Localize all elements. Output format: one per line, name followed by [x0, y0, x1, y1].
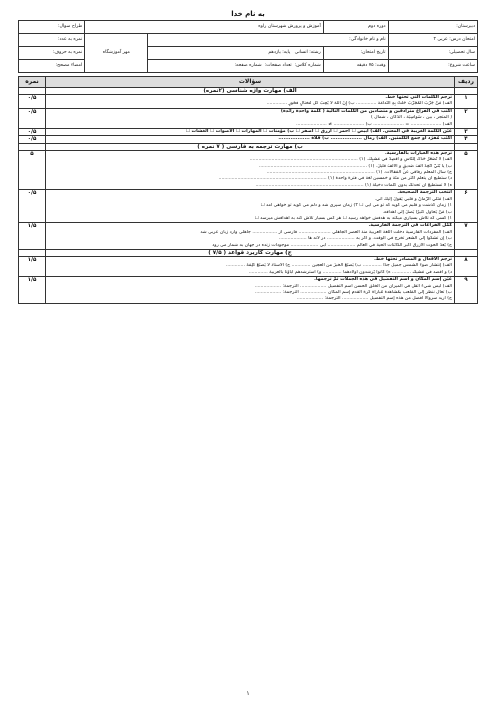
question-line: ب) إن تشكوا إلى الشعر تخرج في الوقت. و اگر به ................... در لانه ها ................... [278, 236, 452, 242]
question-row [19, 129, 478, 136]
class-pages: شماره کلاس: تعداد صفحات: شماره صفحه: [148, 60, 323, 73]
question-line: ج) أريد سروالا أفضل من هذه إسم التفضيل .................. الترجمة: .................. [296, 296, 452, 302]
question-line: ب) يا بُنَيَّ اتَّخِذْ ألفَ صَديقٍ و الأَلفُ قَليلٌ. (۱) .......................................................................... [258, 163, 452, 169]
question-body [46, 129, 455, 136]
question-number: ۱ [455, 95, 478, 109]
question-line: الف) المفردات الفارسية دخلت اللغة العربية منذ العصر الجاهلي ...................... فارسی از ................. جاهلی وارد زبان عربی شد [200, 229, 452, 235]
question-line: الف) لا تُصَعِّرْ خَدَّكَ لِلنّاسِ و اقصِدْ في مَشيِكَ. (۱) .......................................................................... [249, 157, 452, 163]
section-c: ج) مهارت کاربرد قواعد ( ۷/۵ ) [46, 249, 455, 256]
question-number: ۳ [455, 129, 478, 136]
question-score: ۵ [19, 150, 46, 189]
question-body [46, 95, 455, 109]
question-score: ۰/۵ [19, 108, 46, 128]
major: رشته: انسانی پایه: یازدهم [148, 47, 323, 60]
question-line: الف) مَثَلي الرّمانُ و قلبي يَقولُ إليكَ أتي. [374, 196, 452, 202]
question-line: الف) ..................... = ..................... ب) ..................... ≠ ..................... [296, 121, 452, 127]
score-text: نمره به حروف: [19, 47, 85, 60]
bismillah: به نام خدا [231, 10, 265, 18]
question-line: ج) يُعدّ الحوت الأزرق أكبر الكائنات الحية في العالم ................... آبی ................... موجودات زنده در جهان به شمار می رود [212, 242, 452, 248]
section-b: ب) مهارت ترجمه به فارسی ( ۷ نمره ) [46, 143, 455, 150]
school-stamp: مهر آموزشگاه [85, 34, 148, 73]
exam-header-table [18, 20, 478, 73]
question-score: ۱/۵ [19, 256, 46, 276]
exam-date: تاریخ امتحان: [323, 47, 388, 60]
question-score: ۰/۵ [19, 95, 46, 109]
exam-subject: امتحان درس: عربی ۲ [388, 34, 477, 47]
exam-page [18, 8, 478, 304]
question-score: ۰/۵ [19, 136, 46, 143]
question-score: ۱/۵ [19, 223, 46, 250]
score-number: نمره به عدد: [19, 34, 85, 47]
question-score: ۱/۵ [19, 277, 46, 304]
question-line: ۱) کسی که تلاش بسیاری میکند به هدفش خواهد رسید ☐ هر کس بسیار تلاش کند به اهدافش میرسد ☐ [254, 215, 452, 221]
question-body [46, 150, 455, 189]
question-prompt: انتخب الترجمة الصحيحة. [397, 190, 452, 196]
question-number: ۷ [455, 223, 478, 250]
question-number: ۹ [455, 277, 478, 304]
question-body [46, 136, 455, 143]
question-line: ج) سأل المعلّم رفاقي عن المَقالات. (۱) .......................................................................... [266, 170, 452, 176]
question-row [19, 277, 478, 304]
question-line: د) ستطيع أن يتعلّم أكثر من مئة و خمسين لغة في فترة واحدة (۱) .......................................................................... [218, 176, 452, 182]
question-number: ۲ [455, 108, 478, 128]
question-row [19, 150, 478, 189]
page-no: شماره صفحه: [234, 63, 262, 68]
question-prompt: أكتب في الفراغ مترادفين و متضادين من الكلمات التالية ( كلمة واحدة زائدة) [280, 108, 452, 114]
question-prompt: عيّن الكلمة الغريبة في المعنى. الف) أبيض ☐ أحمر ☐ أزرق ☐ أصفر ☐ ب) مؤمنات ☐ المهارات ☐ الأصوات ☐ الغشّات ☐ [185, 129, 452, 135]
question-number: ۶ [455, 190, 478, 223]
page-number: ۱ [246, 690, 250, 697]
question-row [19, 136, 478, 143]
question-score: ۰/۵ [19, 129, 46, 136]
designer: طراح سوال: [19, 21, 85, 34]
col-row: ردیف [455, 77, 478, 88]
question-line: الف) مَنْ جَرَّبَ المُجَرَّبَ حَلَّتْ بِهِ النَّدامَة .............. ب) إِنَّ اللهَ لا يُحِبُّ كُلَّ مُختالٍ فَخُورٍ .............. [266, 101, 452, 107]
question-line: د) و اقصد في مَشيك ............. ه) كانوا يُرشدون أولادهما ............. و) استرشدهم آباؤنا بالعربية ............. [248, 269, 452, 275]
dept: آموزش و پرورش شهرستان راوه [85, 21, 323, 34]
questions-table [18, 76, 478, 304]
question-row [19, 223, 478, 250]
question-body [46, 277, 455, 304]
question-row [19, 190, 478, 223]
question-line: ۱) زمان گذشت و قلبم می گوید که تو می آیی ☐ ۲) زمان سپری شد و دلم می گوید تو خواهی آمد ☐ [260, 203, 452, 209]
section-a: الف) مهارت واژه شناسی (۲نمره) [46, 88, 455, 95]
question-prompt: عيّن إسم المكان و اسم التفضيل في هذه الجملات ثمّ ترجمها. [314, 277, 452, 283]
grade: پایه: یازدهم [268, 50, 291, 55]
academic-year: سال تحصیلی: [388, 47, 477, 60]
question-line: ه) لا تستطيعُ أن تحدثك بدون كلمات دخيلة (۱) .......................................................................... [255, 182, 452, 188]
question-prompt: ترجم الأفعال و المصادر تحتها خط. [374, 256, 452, 262]
start-time: ساعت شروع: [388, 60, 477, 73]
col-questions: سؤالات [46, 77, 455, 88]
student-name: نام و نام خانوادگی: [148, 34, 388, 47]
question-body [46, 223, 455, 250]
question-line: ب) مَنْ يَحاول كثيرًا يَصلُ إلى أهدافه. [382, 209, 452, 215]
col-score: نمره [19, 77, 46, 88]
question-line: ب) تعال ننظر إلى المَلعب بمُشاهدة مُباراة كرة القدم إسم المكان .................. الترجمة: .................. [254, 289, 452, 295]
duration: وقت: ۷۵ دقیقه [323, 60, 388, 73]
question-body [46, 190, 455, 223]
question-row [19, 108, 478, 128]
question-prompt: ترجم هذه العبارات بالفارسية. [385, 150, 452, 156]
question-row [19, 95, 478, 109]
question-prompt: ترجم الكلمات التي تحتها خط. [385, 95, 452, 100]
question-line: الف) إنتشار ضوء الشمس جميل جدًّا ............. ب) يَصنَعُ الخبزَ من العجين ............. ج) الأستاذ لا يَصنَعُ كَلِمَةً ............. [225, 263, 452, 269]
question-number: ۴ [455, 136, 478, 143]
school-type: دبیرستان: [388, 21, 477, 34]
question-prompt: كمّل الفراغات في الترجمة الفارسية. [368, 223, 452, 229]
pages-count: تعداد صفحات: [264, 63, 292, 68]
question-row [19, 256, 478, 276]
question-prompt: أكتُب مُفرَد أو جمع الكلمتين. الف) رمال .................. ب) فلاة .................. [278, 136, 452, 142]
question-score: ۰/۵ [19, 190, 46, 223]
school-grade: دوره دوم [323, 21, 388, 34]
question-number: ۸ [455, 256, 478, 276]
question-body [46, 256, 455, 276]
question-number: ۵ [455, 150, 478, 189]
question-line: ( المتجر ، بين ، سَواسِيَة ، الدُّكّان ، شمال ) [371, 115, 452, 121]
signature: امضاء مصحح: [19, 60, 85, 73]
question-line: الف) ليس شيء أثقل في الميزان من الخلق الحسن اسم التفضيل .................. الترجمة: .................. [254, 283, 452, 289]
question-body [46, 108, 455, 128]
